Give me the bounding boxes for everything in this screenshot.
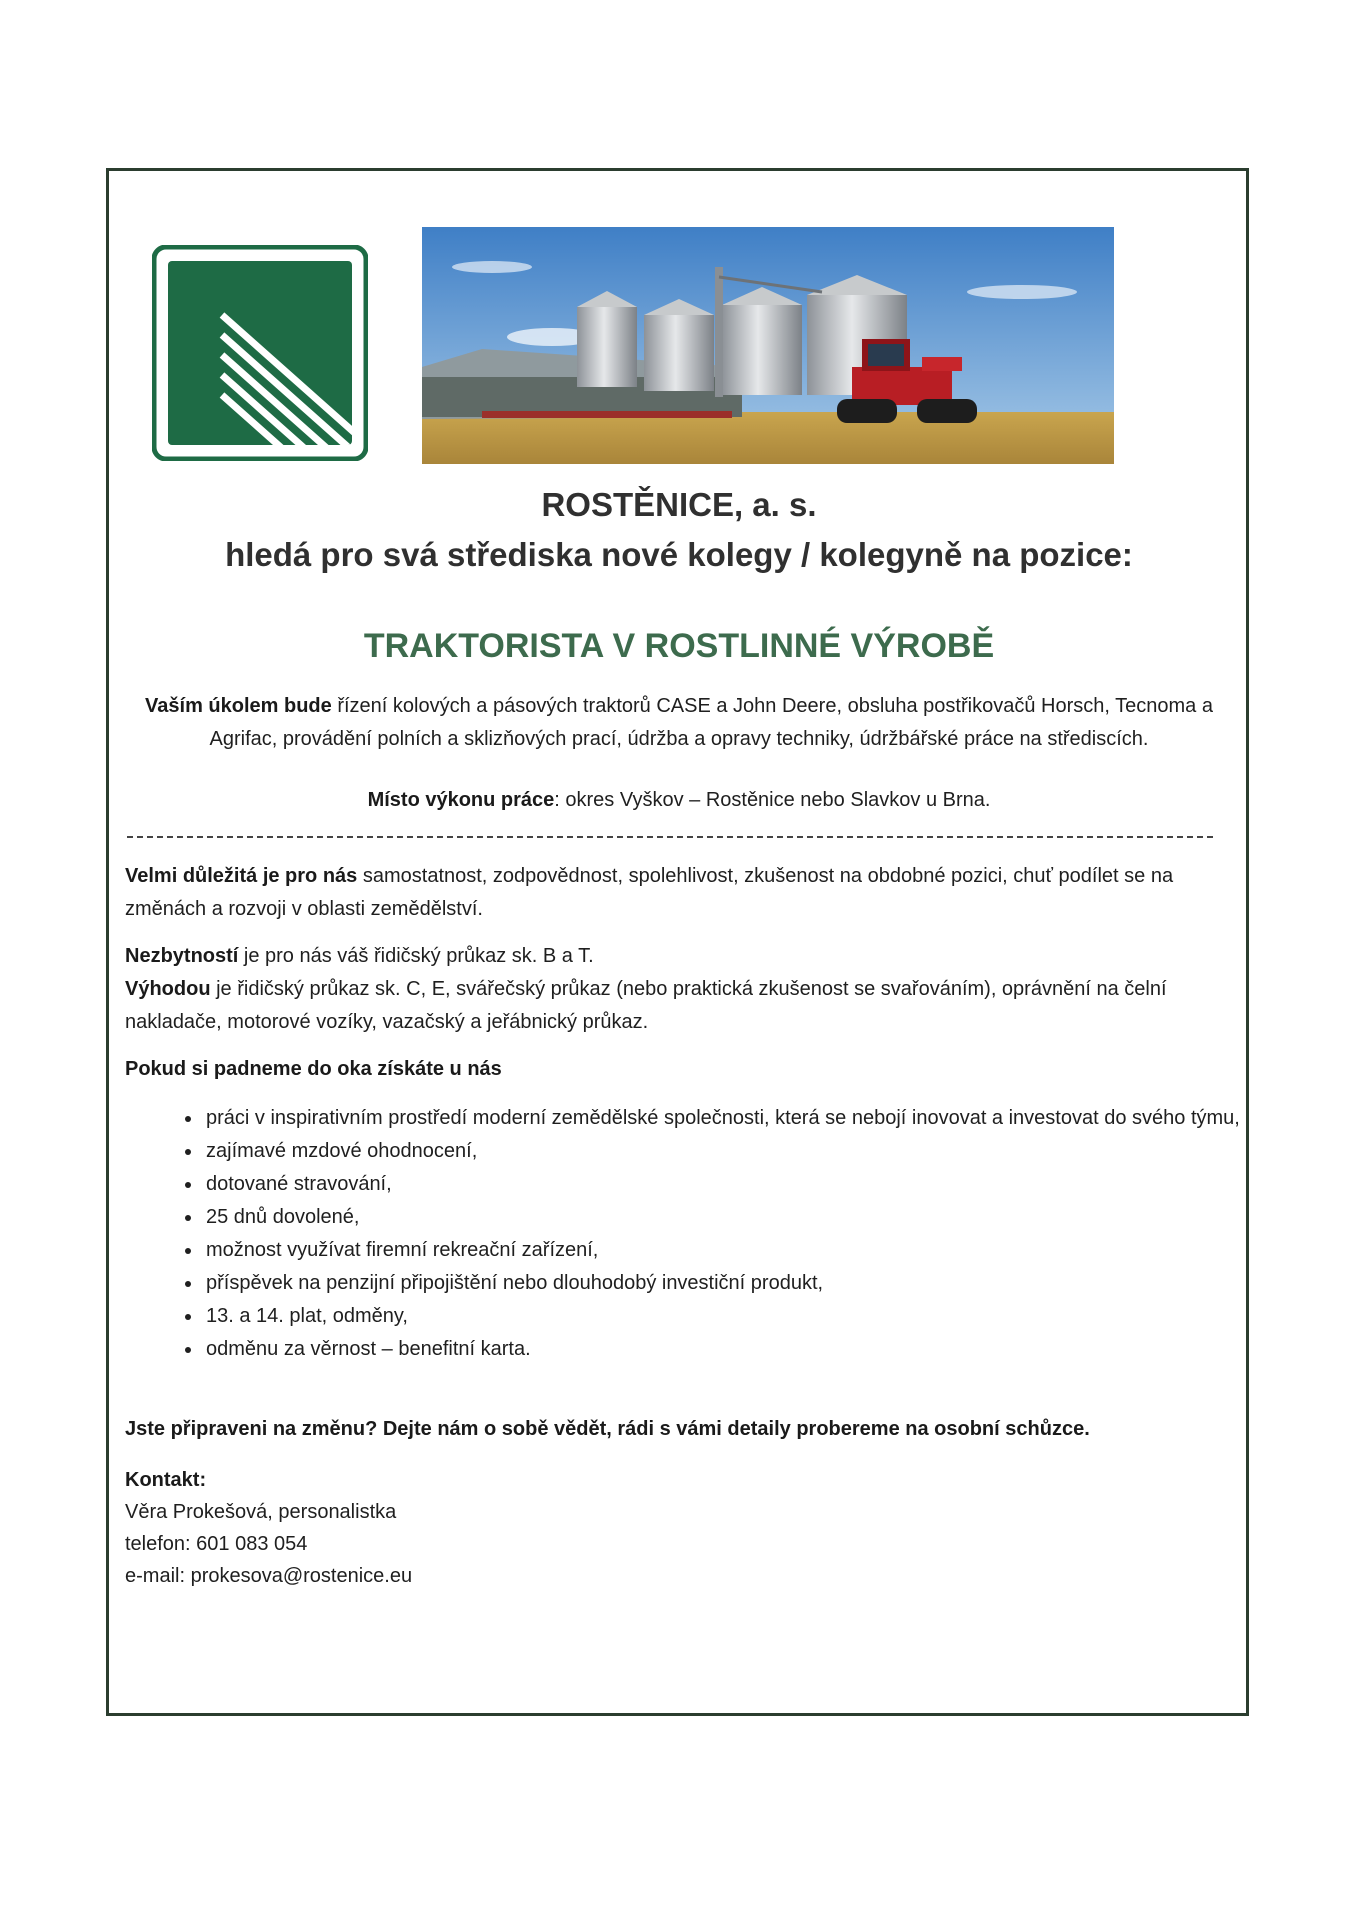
contact-email[interactable]: e-mail: prokesova@rostenice.eu: [125, 1565, 413, 1587]
list-item: • možnost využívat firemní rekreační zařízení,: [203, 1234, 1263, 1267]
contact-name: Věra Prokešová, personalistka: [125, 1501, 397, 1523]
job-description: [130, 690, 1228, 756]
company-logo: [152, 245, 368, 461]
headline: hledá pro svá střediska nové kolegy / kolegyně na pozice:: [225, 536, 1133, 573]
requirements-necessity-text: je pro nás váš řidičský průkaz sk. B a T.: [238, 945, 594, 967]
job-description-label: Vaším úkolem bude: [145, 695, 332, 717]
list-item: • zajímavé mzdové ohodnocení,: [203, 1135, 1263, 1168]
workplace: [130, 784, 1228, 817]
list-item: • odměnu za věrnost – benefitní karta.: [203, 1333, 1263, 1366]
list-item: • práci v inspirativním prostředí moderní zemědělské společnosti, která se nebojí inovovat a investovat do svého týmu,: [203, 1102, 1263, 1135]
workplace-label: Místo výkonu práce: [367, 789, 555, 811]
list-item: • dotované stravování,: [203, 1168, 1263, 1201]
list-item: • 13. a 14. plat, odměny,: [203, 1300, 1263, 1333]
requirements-advantage-label: Výhodou: [125, 978, 211, 1000]
requirements-advantage: [125, 973, 1235, 1039]
requirements-advantage-text: je řidičský průkaz sk. C, E, svářečský průkaz (nebo praktická zkušenost se svařováním), oprávnění na čelní nakladače, motorové vozíky, vazačský a jeřábnický průkaz.: [125, 978, 1167, 1033]
requirements-important: [125, 860, 1235, 926]
contact-title: Kontakt:: [125, 1469, 207, 1491]
benefits-intro-text: Pokud si padneme do oka získáte u nás: [125, 1058, 502, 1080]
farm-photo: [422, 227, 1114, 464]
workplace-text: : okres Vyškov – Rostěnice nebo Slavkov u Brna.: [554, 789, 991, 811]
contact-phone: telefon: 601 083 054: [125, 1533, 308, 1555]
list-item: • příspěvek na penzijní připojištění nebo dlouhodobý investiční produkt,: [203, 1267, 1263, 1300]
requirements-necessity: [125, 940, 1235, 973]
benefits-intro: [125, 1053, 1235, 1086]
benefits-list: [160, 1102, 1263, 1366]
call-to-action: [125, 1413, 1235, 1446]
job-description-text: řízení kolových a pásových traktorů CASE a John Deere, obsluha postřikovačů Horsch, Tecnoma a Agrifac, provádění polních a sklizňových prací, údržba a opravy techniky, údržbářské práce na střediscích.: [209, 695, 1213, 750]
requirements-important-label: Velmi důležitá je pro nás: [125, 865, 358, 887]
dashed-separator: [127, 836, 1217, 838]
requirements-important-text: samostatnost, zodpovědnost, spolehlivost, zkušenost na obdobné pozici, chuť podílet se na změnách a rozvoji v oblasti zemědělství.: [125, 865, 1174, 920]
contact-block: [125, 1464, 1235, 1592]
list-item: • 25 dnů dovolené,: [203, 1201, 1263, 1234]
position-title: TRAKTORISTA V ROSTLINNÉ VÝROBĚ: [363, 627, 995, 665]
company-name: ROSTĚNICE, a. s.: [541, 486, 817, 523]
requirements-necessity-label: Nezbytností: [125, 945, 239, 967]
call-to-action-text: Jste připraveni na změnu? Dejte nám o sobě vědět, rádi s vámi detaily probereme na osobní schůzce.: [125, 1418, 1090, 1440]
